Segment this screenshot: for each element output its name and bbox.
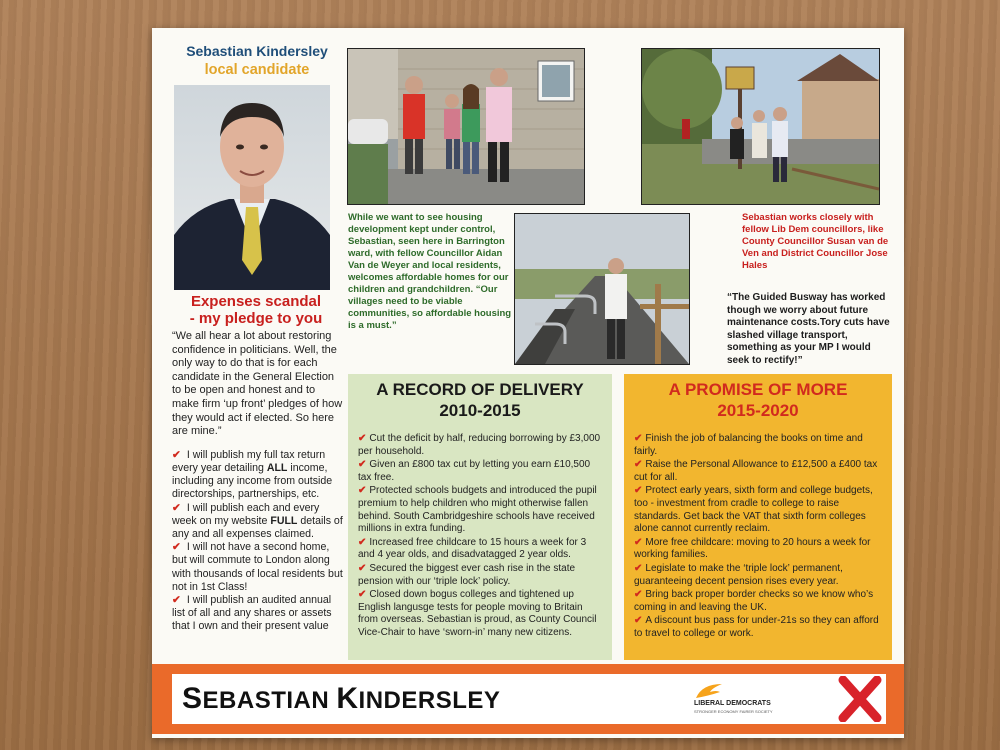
- tick-icon: ✔: [634, 589, 643, 601]
- ballot-strip: [172, 674, 886, 724]
- caption-busway-quote: “The Guided Busway has worked though we worry about future maintenance costs.Tory cuts have slashed village transport, something as your MP I would seek to rectify!”: [727, 292, 890, 366]
- promise-title: A PROMISE OF MORE 2015-2020: [668, 380, 848, 420]
- list-item: ✔ Secured the biggest ever cash rise in the state pension with our ‘triple lock’ policy.: [358, 562, 576, 587]
- tick-icon: ✔: [634, 433, 643, 444]
- caption-housing-quote: “Our villages need to be viable communities, so affordable housing is a must.”: [348, 284, 512, 331]
- tick-icon: ✔: [172, 448, 181, 461]
- tick-icon: ✔: [172, 593, 181, 606]
- tick-icon: ✔: [358, 589, 367, 601]
- photo-housing-group: [347, 48, 585, 205]
- list-item: ✔ More free childcare: moving to 20 hours a week for working families.: [634, 536, 871, 561]
- expenses-heading-line1: Expenses scandal: [190, 293, 322, 310]
- expenses-text: [172, 330, 344, 634]
- tick-icon: ✔: [358, 459, 367, 471]
- pledge-item: ✔ I will publish an audited annual list of all and any shares or assets that I own and their present value: [172, 593, 332, 633]
- list-item: ✔ Closed down bogus colleges and tightened up English langusge tests for people moving to Britain from overseas. Sebastian is proud, as County Council Vice-Chair to have ‘sworn-in’ many new citizens.: [358, 589, 597, 638]
- tick-icon: ✔: [634, 615, 643, 627]
- leaflet: [152, 28, 904, 738]
- list-item: ✔ Bring back proper border checks so we know who’s coming in and leaving the UK.: [634, 589, 874, 613]
- ballot-cross-icon: [837, 676, 883, 722]
- pledge-item: ✔ I will publish my full tax return every year detailing ALL income, including any income from outside directorships, partnerships, etc.: [172, 448, 333, 501]
- photo-busway: [514, 213, 690, 365]
- pledge-list: [172, 449, 344, 634]
- candidate-header: [172, 42, 342, 80]
- list-item: ✔ Protect early years, sixth form and college budgets, too - investment from cradle to college to raise standards. Get back the VAT that sixth form colleges alone cannot currently reclaim.: [634, 485, 873, 535]
- list-item: ✔ Finish the job of balancing the books on time and fairly.: [634, 433, 863, 457]
- caption-housing: While we want to see housing development kept under control, Sebastian, seen here in Barrington ward, with fellow Councillor Aidan Van de Weyer and local residents, welcomes affordable homes for our children and grandchildren. “Our villages need to be viable communities, so affordable housing is a must.”: [348, 212, 512, 331]
- tick-icon: ✔: [634, 459, 643, 471]
- tick-icon: ✔: [634, 536, 643, 548]
- list-item: ✔ Given an £800 tax cut by letting you earn £10,500 tax free.: [358, 459, 591, 483]
- list-item: ✔ Increased free childcare to 15 hours a week for 3 and 4 year olds, and disadvatagged 2 year olds.: [358, 536, 587, 561]
- party-name: LIBERAL DEMOCRATS: [694, 700, 771, 707]
- tick-icon: ✔: [358, 485, 367, 497]
- promise-panel: [624, 374, 892, 660]
- list-item: ✔ Legislate to make the ‘triple lock’ permanent, guaranteeing decent pension rises every year.: [634, 562, 843, 587]
- record-panel: [348, 374, 612, 660]
- list-item: ✔ Protected schools budgets and introduced the pupil premium to help children who might otherwise fallen behind. South Cambridgeshire schools have received millions in extra funding.: [358, 485, 597, 535]
- tick-icon: ✔: [172, 501, 181, 514]
- expenses-heading-line2: - my pledge to you: [189, 310, 323, 327]
- list-item: ✔ A discount bus pass for under-21s so they can afford to travel to college or work.: [634, 615, 879, 639]
- list-item: ✔ Raise the Personal Allowance to £12,500 a £400 tax cut for all.: [634, 459, 878, 483]
- expenses-intro: “We all hear a lot about restoring confidence in politicians. Well, the only way to do that is for each candidate in the General Election to be open and honest and to make firm ‘up front’ pledges of how they would act if elected. So here are mine.”: [172, 330, 343, 438]
- record-title: A RECORD OF DELIVERY 2010-2015: [376, 380, 584, 420]
- list-item: ✔ Cut the deficit by half, reducing borrowing by £3,000 per household.: [358, 433, 601, 457]
- tick-icon: ✔: [358, 562, 367, 574]
- pledge-item: ✔ I will publish each and every week on my website FULL details of any and all expenses claimed.: [172, 501, 343, 540]
- record-list: [348, 421, 612, 640]
- caption-councillors: Sebastian works closely with fellow Lib Dem councillors, like County Councillor Susan van de Ven and District Councillor Jose Hales: [742, 212, 889, 271]
- candidate-portrait: [174, 85, 330, 290]
- libdem-bird-icon: [694, 682, 724, 700]
- tick-icon: ✔: [634, 485, 643, 497]
- tick-icon: ✔: [358, 536, 367, 548]
- expenses-heading: [166, 293, 346, 327]
- candidate-name-heading: Sebastian Kindersley: [186, 43, 328, 59]
- tick-icon: ✔: [634, 562, 643, 574]
- promise-list: [624, 421, 892, 641]
- footer-band: [152, 664, 904, 734]
- candidate-role: local candidate: [204, 62, 310, 78]
- ballot-candidate-name: SEBASTIAN KINDERSLEY: [182, 682, 501, 715]
- pledge-item: ✔ I will not have a second home, but will commute to London along with thousands of local residents but not in 1st Class!: [172, 541, 343, 593]
- tick-icon: ✔: [172, 541, 181, 554]
- tick-icon: ✔: [358, 433, 367, 444]
- photo-village-sign: [641, 48, 880, 205]
- party-tagline: STRONGER ECONOMY FAIRER SOCIETY: [694, 709, 773, 714]
